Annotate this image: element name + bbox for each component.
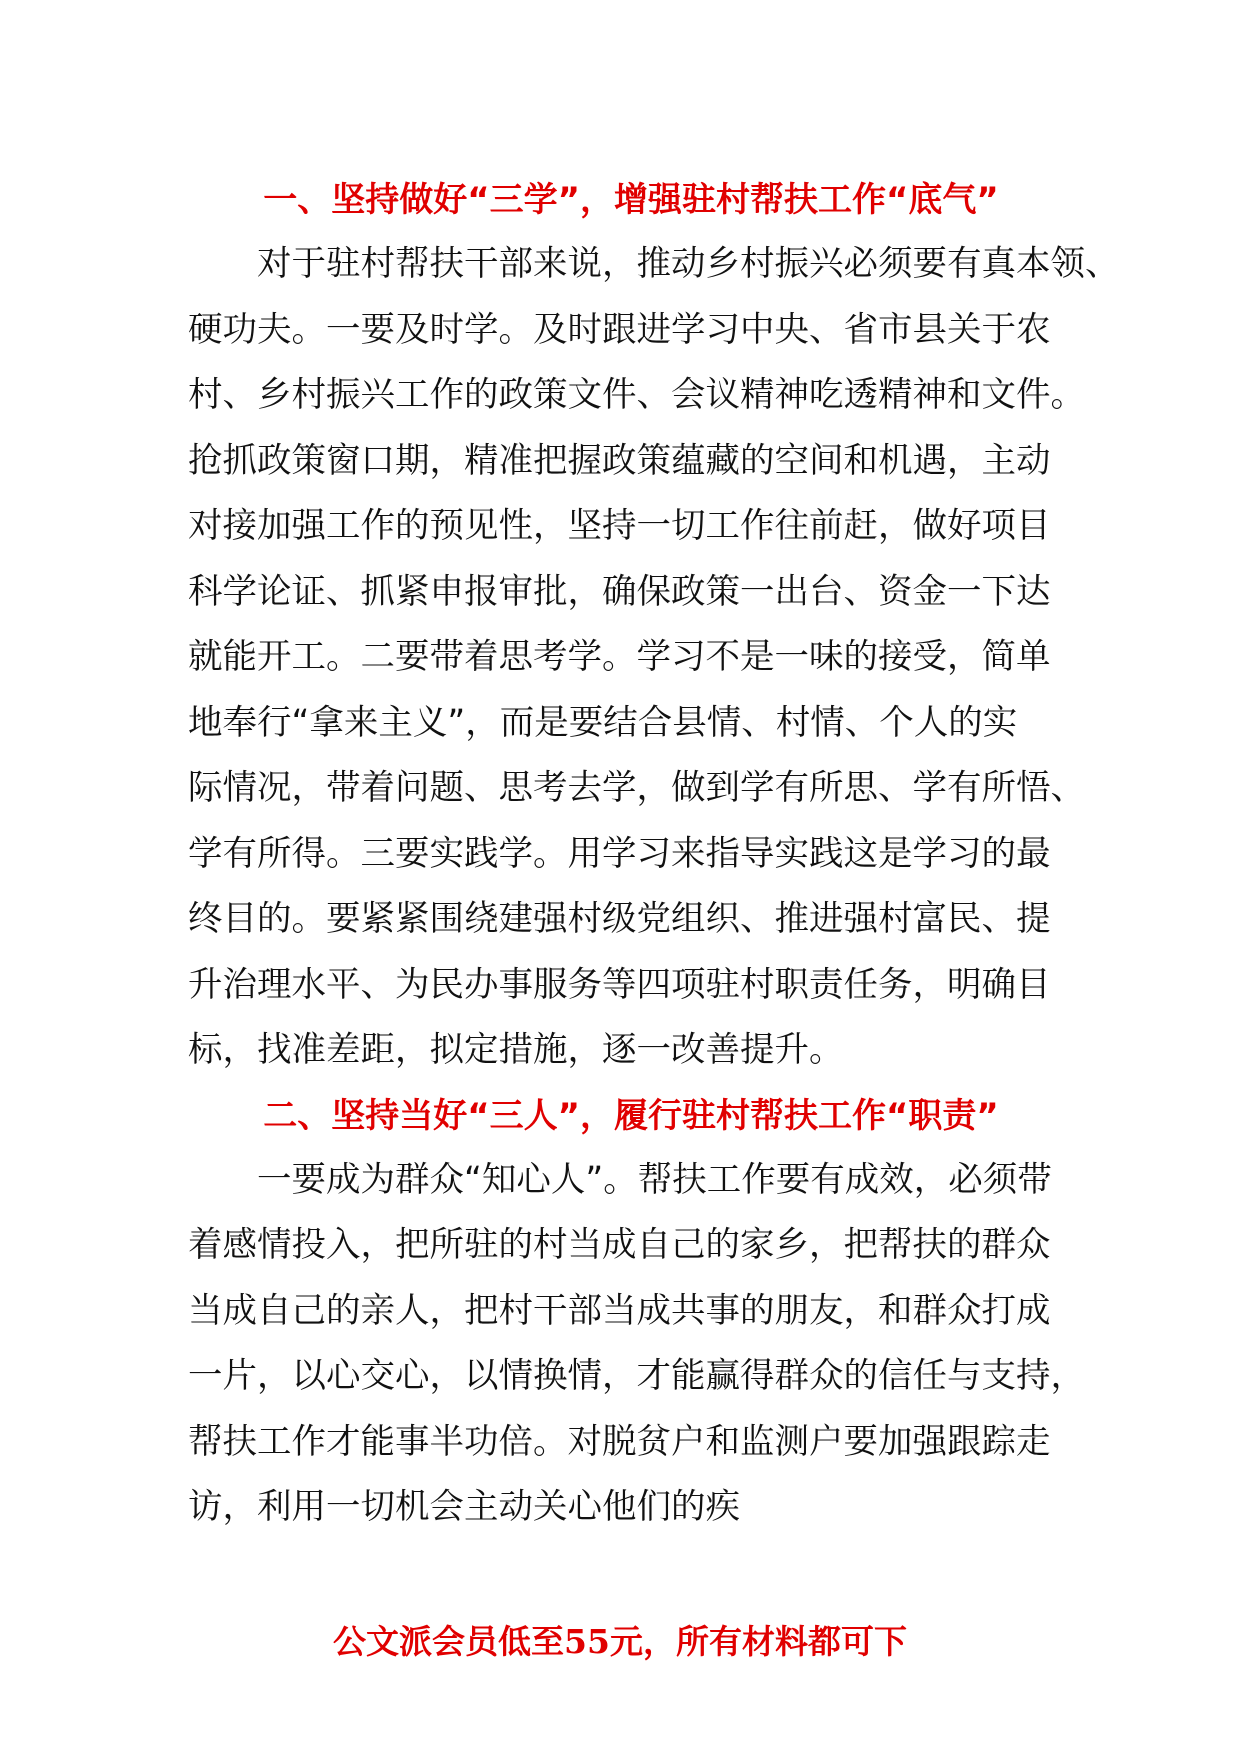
paragraph-line: 村、乡村振兴工作的政策文件、会议精神吃透精神和文件。 (188, 375, 1085, 415)
paragraph-line: 对于驻村帮扶干部来说，推动乡村振兴必须要有真本领、 (257, 244, 1120, 284)
paragraph-line: 升治理水平、为民办事服务等四项驻村职责任务，明确目 (188, 964, 1051, 1005)
document-body (188, 168, 1120, 1541)
paragraph-line: 当成自己的亲人，把村干部当成共事的朋友，和群众打成 (188, 1290, 1051, 1331)
promo-footer: 公文派会员低至55元，所有材料都可下 (333, 1622, 907, 1661)
paragraph-line: 抢抓政策窗口期，精准把握政策蕴藏的空间和机遇，主动 (188, 440, 1051, 481)
paragraph-line: 际情况，带着问题、思考去学，做到学有所思、学有所悟、 (188, 768, 1085, 808)
section-2-heading: 二、坚持当好“三人”，履行驻村帮扶工作“职责” (263, 1095, 999, 1136)
section-1-paragraph (188, 232, 1120, 1084)
paragraph-line: 科学论证、抓紧申报审批，确保政策一出台、资金一下达 (188, 571, 1051, 612)
paragraph-line: 着感情投入，把所驻的村当成自己的家乡，把帮扶的群众 (188, 1225, 1051, 1265)
paragraph-line: 终目的。要紧紧围绕建强村级党组织、推进强村富民、提 (188, 899, 1051, 939)
paragraph-line: 对接加强工作的预见性，坚持一切工作往前赶，做好项目 (188, 506, 1051, 546)
section-1-heading: 一、坚持做好“三学”，增强驻村帮扶工作“底气” (263, 180, 999, 220)
paragraph-line: 硬功夫。一要及时学。及时跟进学习中央、省市县关于农 (188, 309, 1051, 350)
section-2-paragraph (188, 1148, 1085, 1541)
paragraph-line: 访，利用一切机会主动关心他们的疾 (188, 1487, 740, 1527)
paragraph-line: 标，找准差距，拟定措施，逐一改善提升。 (188, 1030, 844, 1070)
paragraph-line: 地奉行“拿来主义”，而是要结合县情、村情、个人的实 (188, 702, 1018, 743)
paragraph-line: 就能开工。二要带着思考学。学习不是一味的接受，简单 (188, 637, 1051, 677)
paragraph-line: 帮扶工作才能事半功倍。对脱贫户和监测户要加强跟踪走 (188, 1421, 1051, 1462)
paragraph-line: 学有所得。三要实践学。用学习来指导实践这是学习的最 (188, 833, 1051, 874)
paragraph-line: 一片，以心交心，以情换情，才能赢得群众的信任与支持， (188, 1356, 1085, 1396)
paragraph-line: 一要成为群众“知心人”。帮扶工作要有成效，必须带 (257, 1159, 1052, 1200)
